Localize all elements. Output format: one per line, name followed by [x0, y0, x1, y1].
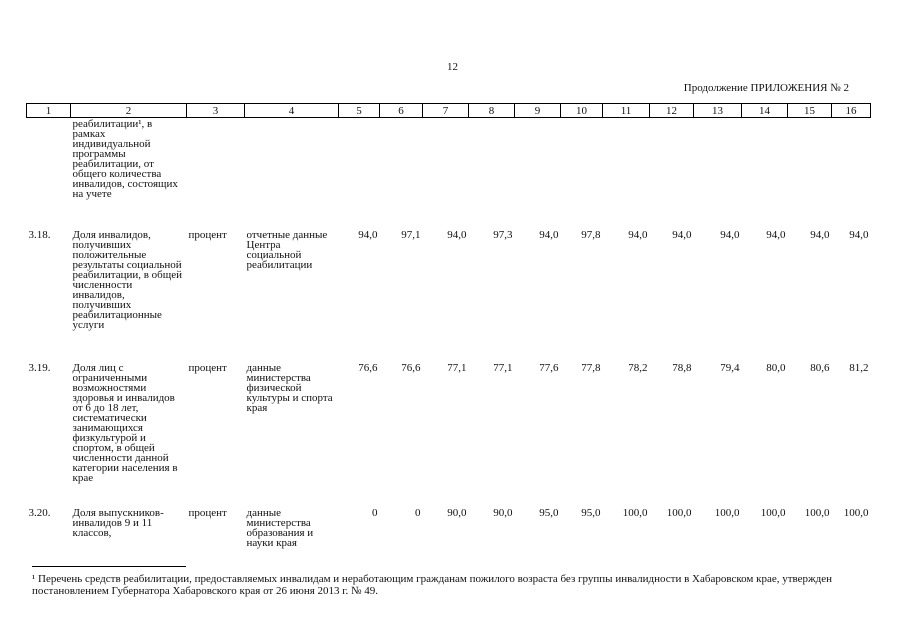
value-cell: 97,8 [581, 229, 601, 241]
row-index: 3.19. [28, 362, 51, 374]
column-header: 3 [187, 104, 245, 118]
value-cell: 97,3 [493, 229, 513, 241]
value-cell: 94,0 [810, 229, 830, 241]
column-header: 16 [832, 104, 871, 118]
value-cell: 94,0 [628, 229, 648, 241]
column-header: 1 [27, 104, 71, 118]
unit: процент [188, 362, 227, 374]
value-cell: 77,6 [539, 362, 559, 374]
indicator-name: Доля выпускников-инвалидов 9 и 11 классов, [72, 507, 164, 539]
value-cell [742, 118, 788, 230]
data-source: отчетные данные Центра социальной реабилитации [246, 229, 328, 271]
column-header: 11 [603, 104, 650, 118]
footnote: ¹ Перечень средств реабилитации, предоставляемых инвалидам и неработающим гражданам пожилого возраста без группы инвалидности в Хабаровском крае, утвержден постановлением Губернатора Хабаровского края от 26 июня 2013 г. № 49. [32, 573, 833, 597]
column-header: 15 [788, 104, 832, 118]
value-cell [561, 118, 603, 230]
column-header: 12 [650, 104, 694, 118]
unit [187, 118, 245, 230]
value-cell: 94,0 [358, 229, 378, 241]
row-index: 3.20. [28, 507, 51, 519]
value-cell [832, 118, 871, 230]
value-cell: 100,0 [760, 507, 786, 519]
page-number: 12 [447, 61, 458, 73]
value-cell: 94,0 [849, 229, 869, 241]
table-row [27, 118, 871, 230]
value-cell: 0 [415, 507, 421, 519]
data-source: данные министерства физической культуры и спорта края [246, 362, 333, 414]
value-cell [423, 118, 469, 230]
column-header: 9 [515, 104, 561, 118]
value-cell: 78,8 [672, 362, 692, 374]
value-cell: 100,0 [843, 507, 869, 519]
value-cell [788, 118, 832, 230]
value-cell: 94,0 [672, 229, 692, 241]
indicator-name: Доля лиц с ограниченными возможностями здоровья и инвалидов от 6 до 18 лет, систематически занимающихся физкультурой и спортом, в общей численности данной категории населения в крае [72, 362, 178, 484]
value-cell [515, 118, 561, 230]
value-cell: 95,0 [581, 507, 601, 519]
column-header: 8 [469, 104, 515, 118]
indicator-name: Доля инвалидов, получивших положительные результаты социальной реабилитации, в общей численности инвалидов, получивших реабилитационные услуги [72, 229, 183, 331]
value-cell: 94,0 [766, 229, 786, 241]
value-cell: 94,0 [539, 229, 559, 241]
column-header: 2 [71, 104, 187, 118]
value-cell: 76,6 [358, 362, 378, 374]
value-cell: 90,0 [447, 507, 467, 519]
value-cell: 79,4 [720, 362, 740, 374]
value-cell: 77,8 [581, 362, 601, 374]
column-header: 5 [339, 104, 380, 118]
value-cell: 76,6 [401, 362, 421, 374]
value-cell [694, 118, 742, 230]
column-header: 14 [742, 104, 788, 118]
column-header: 7 [423, 104, 469, 118]
value-cell: 80,0 [766, 362, 786, 374]
value-cell: 78,2 [628, 362, 648, 374]
value-cell: 100,0 [714, 507, 740, 519]
table-row [27, 507, 871, 556]
table-row [27, 229, 871, 362]
appendix-continuation-label: Продолжение ПРИЛОЖЕНИЯ № 2 [683, 82, 849, 94]
indicators-table [26, 103, 871, 556]
value-cell [469, 118, 515, 230]
footnote-divider [32, 566, 186, 567]
value-cell [650, 118, 694, 230]
data-source [245, 118, 339, 230]
value-cell: 97,1 [401, 229, 421, 241]
value-cell: 100,0 [804, 507, 830, 519]
column-header: 13 [694, 104, 742, 118]
value-cell: 80,6 [810, 362, 830, 374]
value-cell: 94,0 [447, 229, 467, 241]
indicator-name: реабилитации¹, в рамках индивидуальной программы реабилитации, от общего количества инвалидов, состоящих на учете [72, 118, 178, 200]
data-source: данные министерства образования и науки края [246, 507, 314, 549]
row-index [27, 118, 71, 230]
row-index: 3.18. [28, 229, 51, 241]
value-cell: 100,0 [666, 507, 692, 519]
value-cell [603, 118, 650, 230]
value-cell: 100,0 [622, 507, 648, 519]
column-header: 4 [245, 104, 339, 118]
value-cell [380, 118, 423, 230]
value-cell: 77,1 [493, 362, 513, 374]
column-header: 6 [380, 104, 423, 118]
value-cell: 0 [372, 507, 378, 519]
value-cell: 95,0 [539, 507, 559, 519]
value-cell: 81,2 [849, 362, 869, 374]
value-cell [339, 118, 380, 230]
column-header: 10 [561, 104, 603, 118]
table-row [27, 362, 871, 507]
unit: процент [188, 507, 227, 519]
value-cell: 77,1 [447, 362, 467, 374]
unit: процент [188, 229, 227, 241]
table-header-row [27, 104, 871, 118]
value-cell: 94,0 [720, 229, 740, 241]
value-cell: 90,0 [493, 507, 513, 519]
